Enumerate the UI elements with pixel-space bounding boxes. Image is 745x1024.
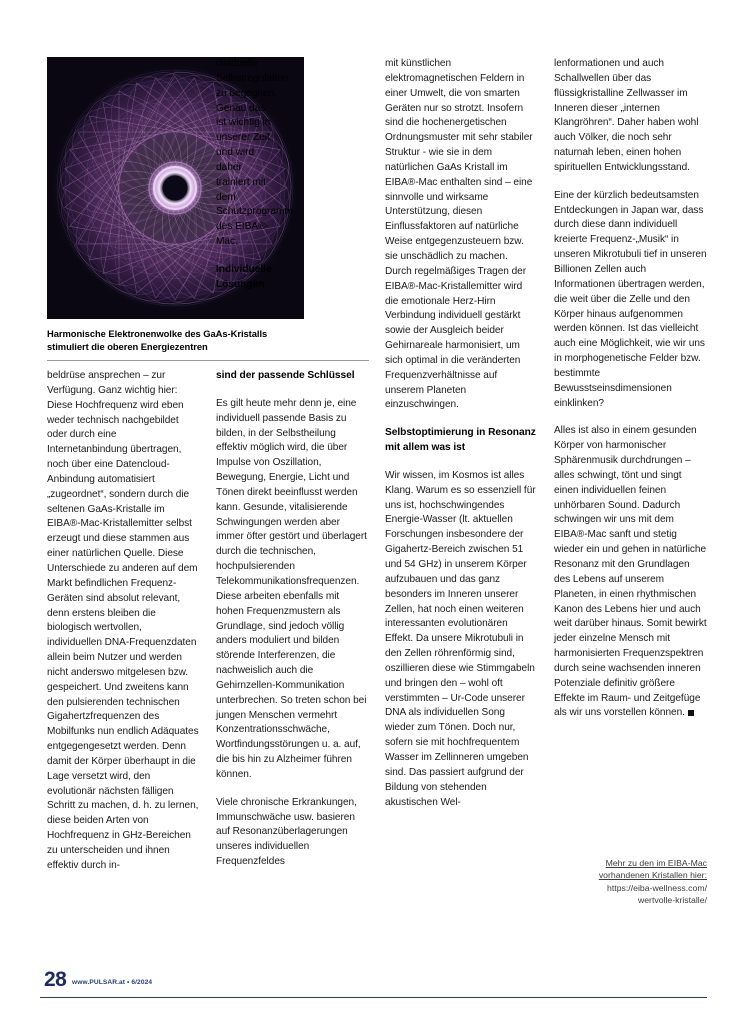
- subhead-individuelle-loesungen: Individuelle Lösungen: [216, 263, 272, 290]
- column-4-paragraph-3: [554, 424, 707, 721]
- end-of-article-mark: [688, 710, 694, 716]
- subhead-sind-der-passende-schluessel: sind der passende Schlüssel: [216, 370, 355, 381]
- column-2-paragraph-2: Viele chronische Erkrankungen, Immunschwäche usw. basieren auf Resonanzüberlagerungen unseres individuellen Frequenzfeldes: [216, 796, 357, 868]
- subhead-selbstoptimierung: Selbstoptimierung in Resonanz mit allem was ist: [385, 427, 536, 454]
- column-3-paragraph-2: Wir wissen, im Kosmos ist alles Klang. Warum es so essenziell für uns ist, hochschwingendes Energie-Wasser (lt. aktuellen Forschungen insbesondere der Gigahertz-Bereich zwischen 51 und 54 GHz) in unserem Körper aufzubauen und das ganz besonders im Inneren unserer Zellen, hat noch einen weiteren interessanten evolutionären Effekt. Da unsere Mikrotubuli in den Zellen röhrenförmig sind, oszillieren diese wie Stimmgabeln und bringen den – wohl oft verstimmten – Ur-Code unserer DNA als individuellen Song wieder zum Tönen. Doch nur, sofern sie mit hochfrequentem Wasser im Zellinneren umgeben sind. Das passiert aufgrund der Bildung von stehenden akustischen Wel-: [385, 469, 536, 808]
- link-note-url-line-1[interactable]: https://eiba-wellness.com/: [607, 882, 707, 893]
- column-3-paragraph-1: mit künstlichen elektromagnetischen Feldern in einer Umwelt, die von smarten Geräten nur so strotzt. Insofern sind die hochenergetischen Ordnungsmuster mit sehr stabiler Struktur - wie sie in dem natürlichen GaAs Kristall im EIBA®-Mac enthalten sind – eine sinnvolle und wirksame Unterstützung, diesen Einflussfaktoren auf natürliche Weise entgegenzusteuern bzw. sie unschädlich zu machen. Durch regelmäßiges Tragen der EIBA®-Mac-Kristallemitter wird die emotionale Herz-Hirn Verbindung individuell gestärkt sowie der Ausgleich beider Gehirnareale harmonisiert, um sich optimal in die veränderten Frequenzverhältnisse auf unserem Planeten einzuschwingen.: [385, 58, 533, 411]
- column-1: [47, 369, 199, 874]
- column-2-top-paragraph: dividuelle Selbstregulation zu begegnen. Genau das ist wichtig in unserer Zeit und wird daher trainiert mit dem Schutzprogramm des EIBA®-Mac.: [216, 58, 293, 248]
- link-note-line-2: vorhandenen Kristallen hier:: [598, 870, 707, 881]
- column-2-paragraph-1: Es gilt heute mehr denn je, eine individuell passende Basis zu bilden, in der Selbstheilung effektiv möglich wird, die über Impulse von Oszillation, Bewegung, Energie, Licht und Tönen direkt beeinflusst werden kann. Gesunde, vitalisierende Schwingungen werden aber immer öfter gestört und überlagert durch die technischen, hochpulsierenden Telekommunikationsfrequenzen. Diese arbeiten ebenfalls mit hohen Frequenzmustern als Grundlage, sind jedoch völlig anders moduliert und bilden störende Interferenzen, die nachweislich auch die Gehirnzellen-Kommunikation unterbrechen. So treten schon bei jungen Menschen vermehrt Konzentrationsschwäche, Wortfindungsstörungen u. a. auf, die bis hin zu Alzheimer führen können.: [216, 397, 367, 780]
- page-number: 28: [44, 968, 67, 991]
- footer-divider-rule: [40, 997, 707, 998]
- column-4-paragraph-3-text: Alles ist also in einem gesunden Körper von harmonischer Sphärenmusik durchdrungen – alles schwingt, tönt und singt einen individuellen feinen unhörbaren Sound. Dadurch schwingen wir uns mit dem EIBA®-Mac sanft und stetig wieder ein und gehen in natürliche Resonanz mit den Grundlagen des Lebens auf unserem Planeten, in einen rhythmischen Kanon des Lebens hier und auch weit darüber hinaus. Somit bewirkt jeder einzelne Mensch mit harmonisierten Frequenzspektren durch seine wachsenden inneren Potenziale definitiv größere Effekte im Raum- und Zeitgefüge als wir uns vorstellen können.: [554, 425, 707, 719]
- column-4: [554, 57, 707, 721]
- link-note-url-line-2[interactable]: wertvolle-kristalle/: [637, 895, 707, 906]
- column-2: [216, 369, 368, 870]
- caption-divider-rule: [47, 360, 369, 361]
- article-content: [47, 57, 707, 947]
- column-3: [385, 57, 537, 810]
- column-4-paragraph-2: Eine der kürzlich bedeutsamsten Entdeckungen in Japan war, dass durch diese dann individuell kreierte Frequenz-„Musik“ in unseren Mikrotubuli tief in unseren Billionen Zellen auch Informationen übertragen werden, die weit über die Zelle und den Körper hinaus aufgenommen werden können. Ist das vielleicht auch eine Möglichkeit, wie wir uns in morphogenetische Felder bzw. bestimmte Bewusstseinsdimensionen einklinken?: [554, 189, 707, 409]
- source-link-note[interactable]: [554, 857, 707, 907]
- column-4-paragraph-1: lenformationen und auch Schallwellen über das flüssigkristalline Zellwasser im Inneren dieser „internen Klangröhren“. Daher haben wohl auch Völker, die noch sehr naturnah leben, einen hohen spirituellen Entwicklungsstand.: [554, 58, 699, 173]
- link-note-line-1: Mehr zu den im EIBA-Mac: [605, 858, 707, 868]
- column-2-top-block: [216, 57, 293, 306]
- column-1-paragraph: beldrüse ansprechen – zur Verfügung. Ganz wichtig hier: Diese Hochfrequenz wird eben weder technisch nachgebildet oder durch eine Internetanbindung übertragen, noch über eine Datencloud-Anbindung automatisiert „zugeordnet“, sondern durch die seltenen GaAs-Kristalle im EIBA®-Mac-Kristallemitter selbst erzeugt und diese stammen aus einer natürlichen Quelle. Diese Unterschiede zu anderen auf dem Markt befindlichen Frequenz-Geräten sind absolut relevant, denn erstens bleiben die biologisch wertvollen, individuellen DNA-Frequenzdaten allein beim Nutzer und werden nicht anderswo mitgelesen bzw. gespeichert. Und zweitens kann den pulsierenden technischen Gigahertzfrequenzen des Mobilfunks nun endlich Adäquates entgegengesetzt werden. Denn damit der Körper überhaupt in die Lage versetzt wird, den evolutionär nächsten fälligen Schritt zu machen, d. h. zu lernen, diese beiden Arten von Hochfrequenz in GHz-Bereichen zu unterscheiden und ihnen effektiv durch in-: [47, 370, 199, 871]
- footer-publication-info: www.PULSAR.at • 6/2024: [72, 979, 153, 986]
- figure-caption: Harmonische Elektronenwolke des GaAs-Kristalls stimuliert die oberen Energiezentren: [47, 328, 268, 352]
